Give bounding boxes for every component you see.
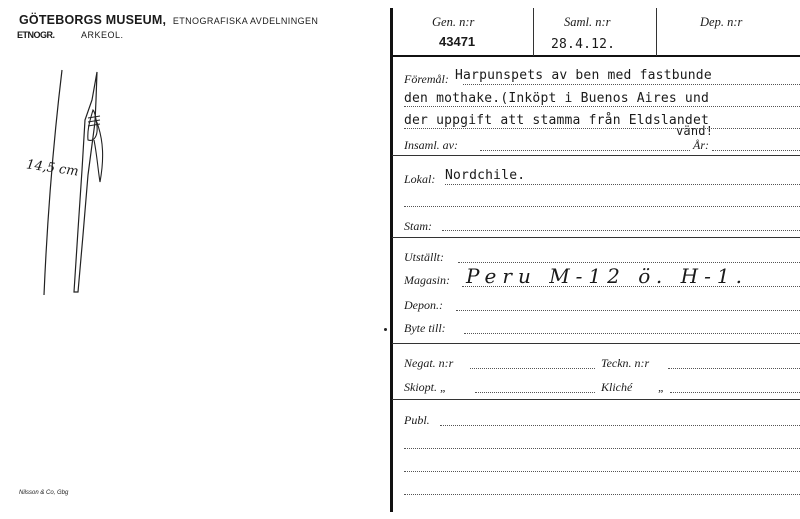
dotted-line [670,392,800,393]
skiopt-label: Skiopt. „ [404,380,447,394]
dotted-line [404,448,800,449]
printer-mark: Nilsson & Co, Gbg [19,490,69,496]
kliche-label: Kliché [601,380,633,394]
byte-label: Byte till: [404,321,446,335]
dep-label: Dep. n:r [700,15,743,29]
foremal-text-line-4: vänd! [676,124,714,138]
section-line [392,155,800,156]
harpoon-sketch [40,60,120,300]
measure-line [44,70,62,295]
dotted-line [440,425,800,426]
dotted-line [442,230,800,231]
section-name: ARKEOL. [81,30,124,40]
harpoon-barb [94,120,103,182]
department-name: ETNOGRAFISKA AVDELNINGEN [172,16,319,26]
harpoon-shaft [74,72,97,292]
saml-value: 28.4.12. [551,37,616,52]
foremal-text-line-2: den mothake.(Inköpt i Buenos Aires und [404,91,710,106]
department-code: ETNOGR. [17,30,55,40]
measurement-label: 14,5 cm [25,157,80,180]
lokal-value: Nordchile. [445,168,526,183]
dotted-line [404,494,800,495]
insaml-label: Insaml. av: [404,138,458,152]
dotted-line [456,310,800,311]
utstallt-label: Utställt: [404,250,445,264]
section-line [392,343,800,344]
gen-value: 43471 [439,34,476,49]
section-line [392,237,800,238]
magasin-value: Peru M-12 ö. H-1. [466,264,748,288]
dotted-line [404,106,800,107]
kliche-ditto-mark: „ [658,380,665,394]
dotted-line [463,84,800,85]
gen-label: Gen. n:r [432,15,475,29]
dotted-line [712,150,800,151]
museum-header [19,13,318,27]
negat-label: Negat. n:r [404,356,454,370]
stam-label: Stam: [404,219,432,233]
publ-label: Publ. [404,413,430,427]
depon-label: Depon.: [404,298,443,312]
foremal-text-line-1: Harpunspets av ben med fastbunde [455,68,712,83]
dotted-line [470,368,595,369]
dotted-line [404,206,800,207]
card-left-border [390,8,393,512]
ar-label: År: [693,138,709,152]
dotted-line [458,262,800,263]
dotted-line [475,392,595,393]
dotted-line [668,368,800,369]
dotted-line [445,184,800,185]
dotted-line [404,128,800,129]
saml-label: Saml. n:r [564,15,611,29]
lokal-label: Lokal: [404,172,436,186]
museum-name: GÖTEBORGS MUSEUM, [19,13,167,27]
foremal-text-line-3: der uppgift att stamma från Eldslandet [404,113,710,128]
foremal-label: Föremål: [404,72,449,86]
header-divider-1 [533,8,534,56]
dotted-line [480,150,690,151]
teckn-label: Teckn. n:r [601,356,650,370]
museum-subheader [17,30,124,40]
magasin-label: Magasin: [404,273,450,287]
section-line [392,399,800,400]
punch-dot [384,328,387,331]
dotted-line [464,333,800,334]
header-bottom-line [390,55,800,57]
dotted-line [404,471,800,472]
dotted-line [462,286,800,287]
header-divider-2 [656,8,657,56]
